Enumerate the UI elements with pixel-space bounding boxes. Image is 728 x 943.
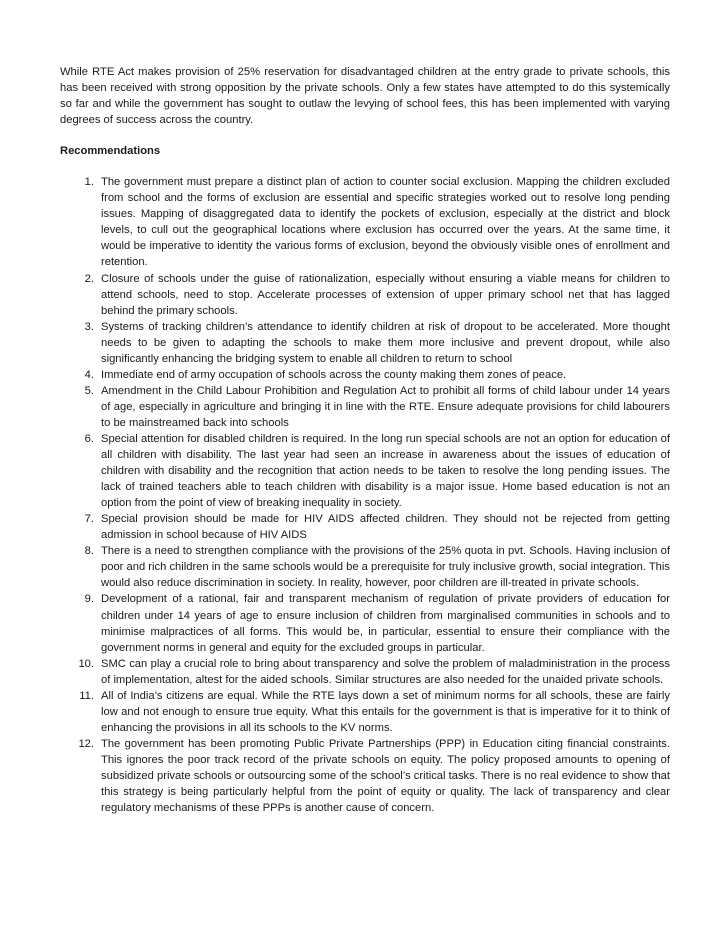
list-item-text: Immediate end of army occupation of schools across the county making them zones of peace. [101, 368, 567, 381]
list-item-text: Systems of tracking children’s attendance to identify children at risk of dropout to be accelerated. More thought needs to be given to adapting the schools to make them more inclusive and prevent dropout, while also significantly enhancing the bridging system to enable all children to return to school [101, 320, 670, 365]
list-item-number: 5. [84, 384, 94, 397]
list-item [60, 367, 670, 383]
list-item-number: 6. [84, 432, 94, 445]
list-item [60, 543, 670, 591]
list-item-text: The government must prepare a distinct plan of action to counter social exclusion. Mapping the children excluded from school and the forms of exclusion are essential and specific strategies worked out to resolve long pending issues. Mapping of disaggregated data to identify the pockets of exclusion, especially at the district and block levels, to cull out the geographical locations where exclusion has occurred over the years. At the same time, it would be imperative to identity the various forms of exclusion, beyond the obviously visible ones of enrollment and retention. [101, 176, 670, 269]
list-item [60, 591, 670, 655]
list-item-text: All of India’s citizens are equal. While the RTE lays down a set of minimum norms for all schools, these are fairly low and not enough to ensure true equity. What this entails for the government is that is imperative for it to think of enhancing the provisions in all its schools to the KV norms. [101, 689, 670, 734]
section-heading: Recommendations [60, 145, 161, 158]
list-item [60, 383, 670, 431]
list-item-number: 12. [78, 737, 94, 750]
list-item [60, 511, 670, 543]
list-item-number: 8. [84, 545, 94, 558]
document-page [60, 64, 670, 816]
list-item [60, 431, 670, 511]
list-item [60, 319, 670, 367]
list-item-number: 3. [84, 320, 94, 333]
list-item-number: 7. [84, 513, 94, 526]
list-item [60, 271, 670, 319]
list-item-number: 10. [78, 657, 94, 670]
list-item-number: 11. [79, 689, 94, 702]
recommendations-list [60, 174, 670, 816]
list-item-text: There is a need to strengthen compliance with the provisions of the 25% quota in pvt. Schools. Having inclusion of poor and rich children in the same schools would be a prerequisite for truly inclusive growth, social integration. This would also reduce discrimination in society. In reality, however, poor children are ill-treated in private schools. [101, 545, 670, 590]
list-item [60, 688, 670, 736]
list-item-number: 2. [84, 272, 94, 285]
list-item-text: Special attention for disabled children is required. In the long run special schools are not an option for education of all children with disability. The last year had seen an increase in awareness about the issues of education of children with disability and the recognition that action needs to be taken to resolve the long pending issues. The lack of trained teachers able to teach children with disability is a major issue. Home based education is not an option from the point of view of breaking inequality in society. [101, 432, 670, 510]
list-item [60, 736, 670, 816]
intro-paragraph: While RTE Act makes provision of 25% reservation for disadvantaged children at the entry grade to private schools, this has been received with strong opposition by the private schools. Only a few states have attempted to do this systemically so far and while the government has sought to outlaw the levying of school fees, this has been implemented with varying degrees of success across the country. [60, 66, 670, 127]
list-item-text: Special provision should be made for HIV AIDS affected children. They should not be rejected from getting admission in school because of HIV AIDS [101, 513, 670, 542]
list-item-text: Amendment in the Child Labour Prohibition and Regulation Act to prohibit all forms of child labour under 14 years of age, especially in agriculture and bringing it in line with the RTE. Ensure adequate provisions for child labourers to be mainstreamed back into schools [101, 384, 670, 429]
list-item-text: Closure of schools under the guise of rationalization, especially without ensuring a viable means for children to attend schools, need to stop. Accelerate processes of extension of upper primary school net that has lagged behind the primary schools. [101, 272, 670, 317]
list-item-text: The government has been promoting Public Private Partnerships (PPP) in Education citing financial constraints. This ignores the poor track record of the private schools on equity. The policy proposed amounts to opening of subsidized private schools or outsourcing some of the school’s critical tasks. There is no real evidence to show that this strategy is being particularly helpful from the point of equity or quality. The lack of transparency and clear regulatory mechanisms of these PPPs is another cause of concern. [101, 737, 670, 815]
list-item-text: SMC can play a crucial role to bring about transparency and solve the problem of maladministration in the process of implementation, altest for the aided schools. Similar structures are also needed for the unaided private schools. [101, 657, 670, 686]
list-item [60, 656, 670, 688]
list-item-number: 4. [84, 368, 94, 381]
list-item-number: 1. [84, 176, 94, 189]
list-item-number: 9. [84, 593, 94, 606]
list-item [60, 174, 670, 270]
list-item-text: Development of a rational, fair and transparent mechanism of regulation of private providers of education for children under 14 years of age to ensure inclusion of children from marginalised communities in schools and to minimise malpractices of all forms. This would be, in particular, essential to ensure their compliance with the government norms in general and equity for the excluded groups in particular. [101, 593, 670, 654]
